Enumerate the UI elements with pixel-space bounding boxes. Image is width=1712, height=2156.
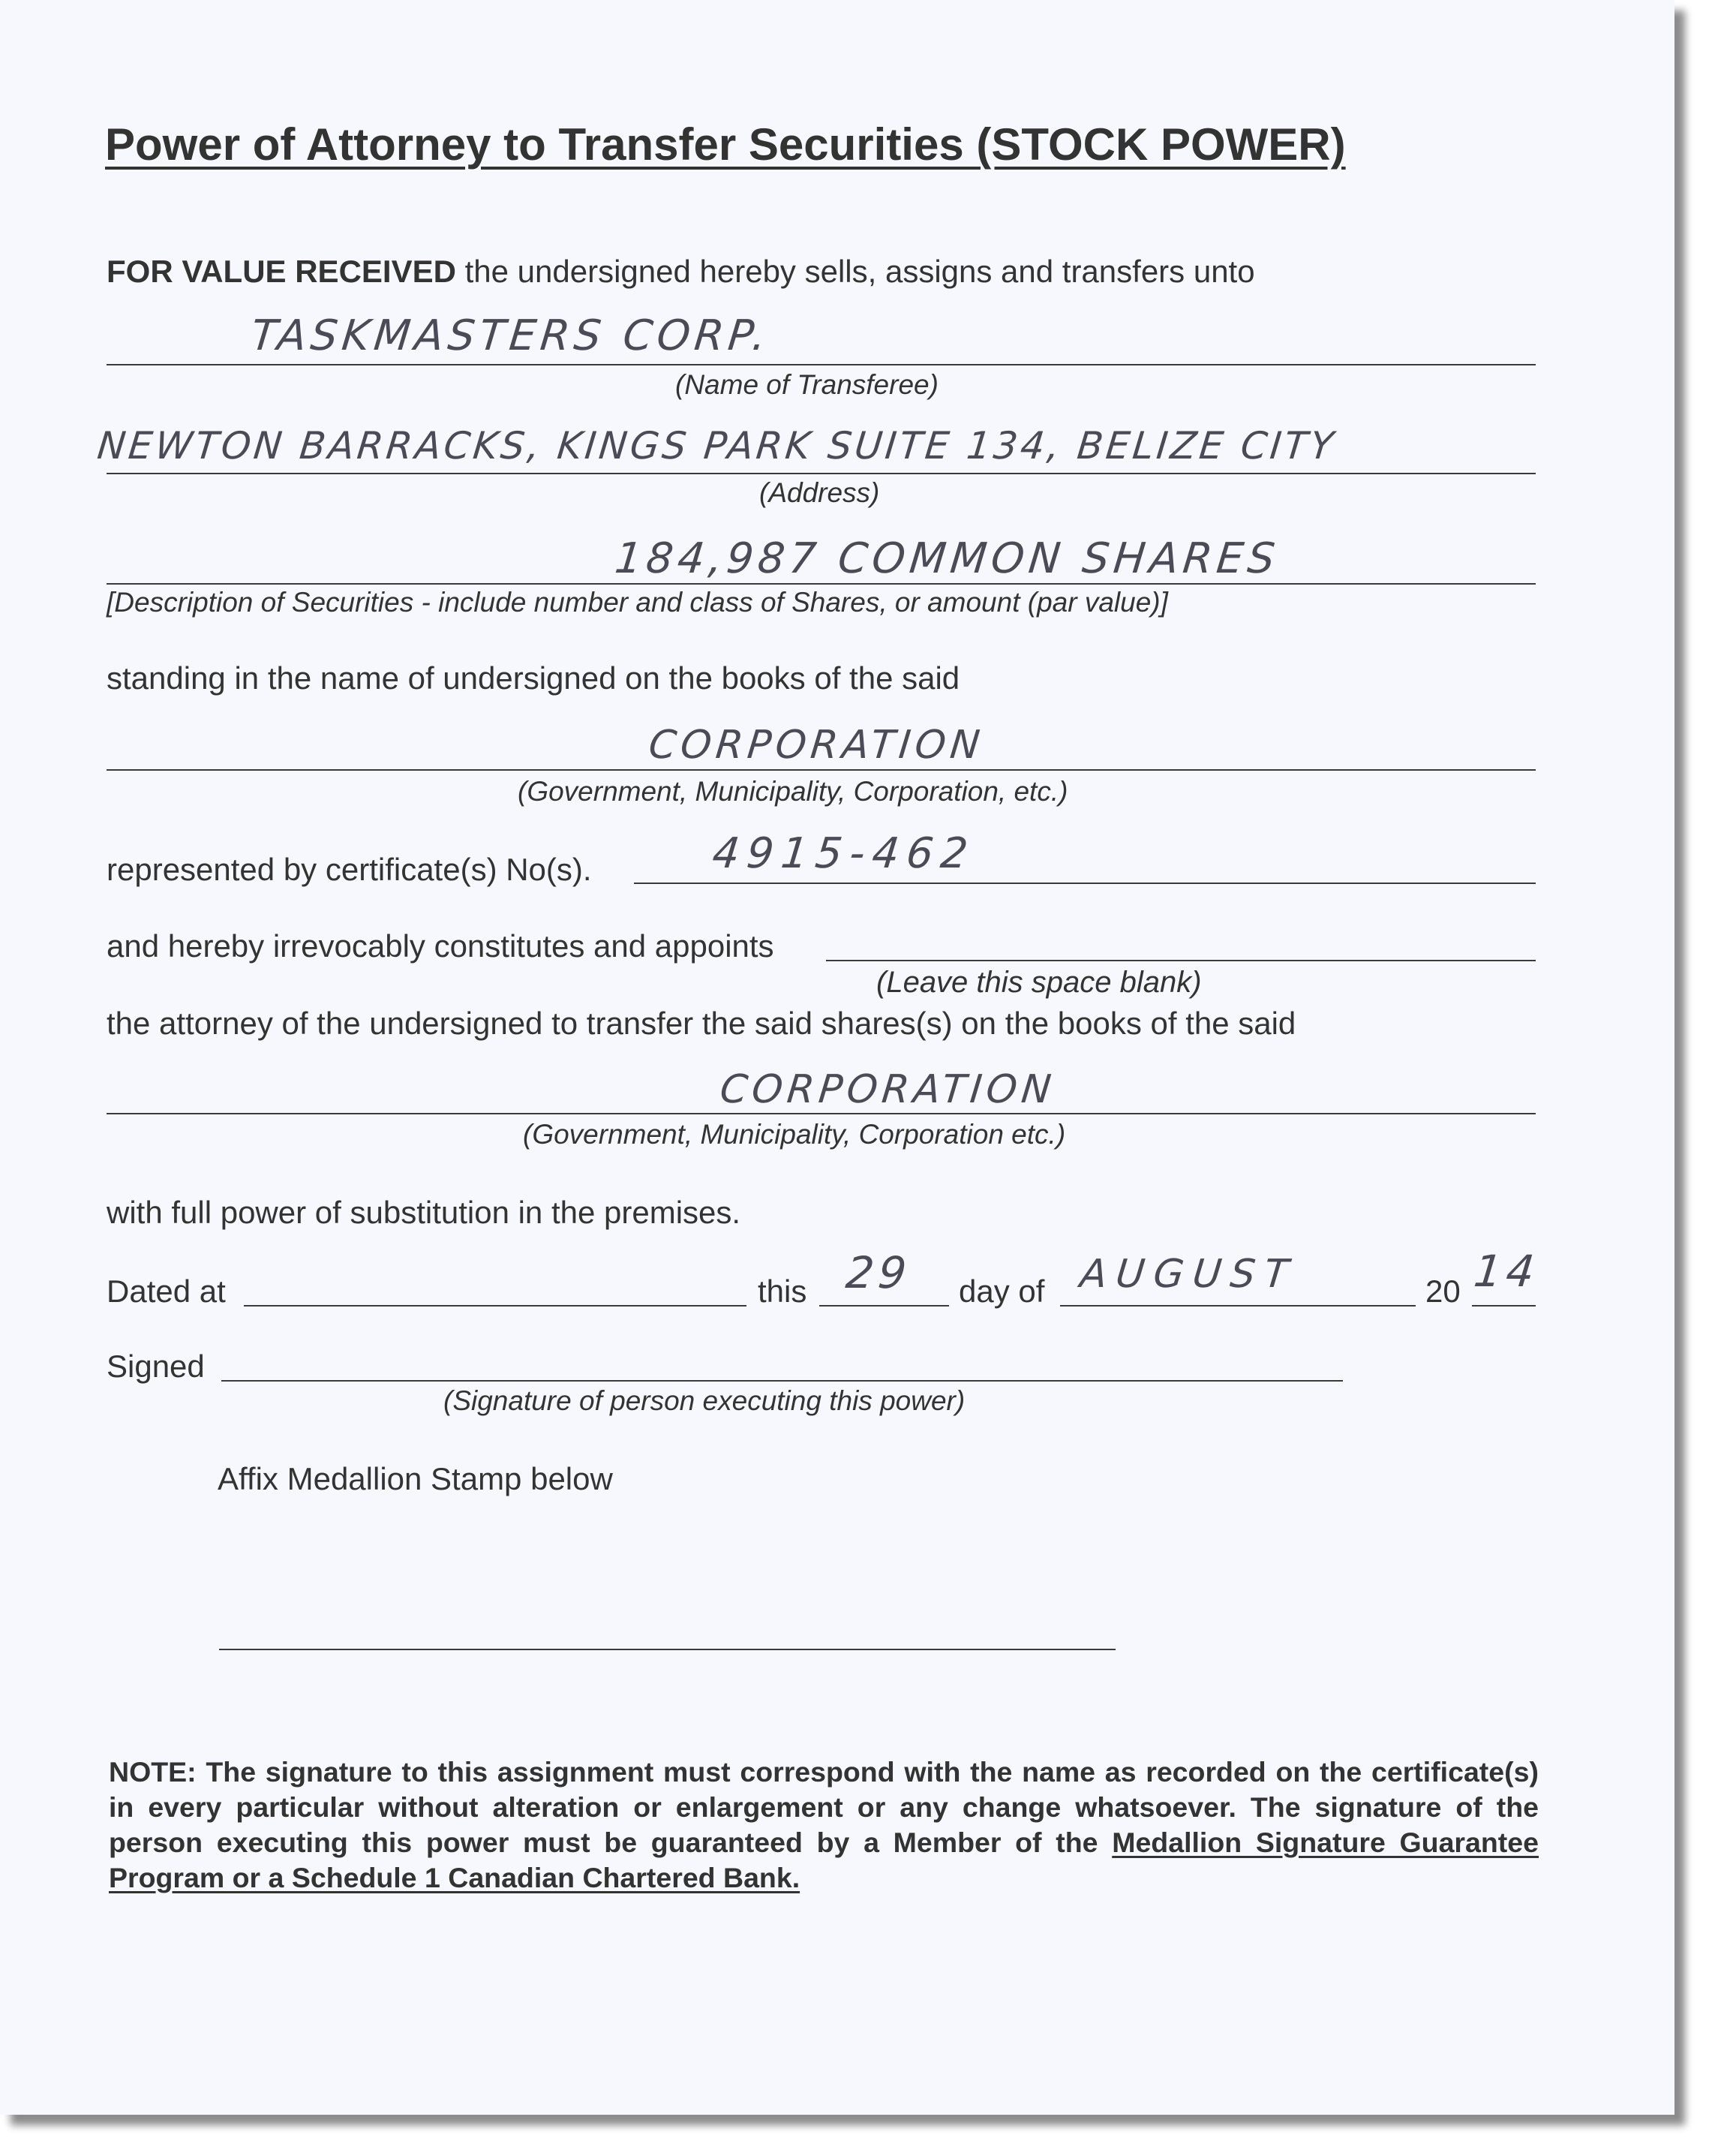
year-value: 14 xyxy=(1471,1246,1542,1297)
address-label: (Address) xyxy=(759,477,880,508)
year-prefix: 20 xyxy=(1425,1273,1461,1309)
intro-text xyxy=(107,254,1255,290)
signed-text: Signed xyxy=(107,1349,205,1384)
issuer2-value: CORPORATION xyxy=(717,1067,1058,1112)
transferee-line xyxy=(107,364,1536,365)
appoints-label: (Leave this space blank) xyxy=(876,966,1202,999)
this-text: this xyxy=(758,1273,807,1309)
medallion-line xyxy=(219,1649,1116,1650)
substitution-text: with full power of substitution in the premises. xyxy=(107,1195,741,1230)
intro-bold: FOR VALUE RECEIVED xyxy=(107,254,456,289)
intro-rest: the undersigned hereby sells, assigns and transfers unto xyxy=(455,254,1255,289)
attorney-text: the attorney of the undersigned to transfer the said shares(s) on the books of the said xyxy=(107,1006,1296,1041)
signed-label: (Signature of person executing this power) xyxy=(443,1385,966,1416)
transferee-value: TASKMASTERS CORP. xyxy=(248,311,773,360)
note-plain: NOTE: The signature to this assignment must correspond with the name as recorded on the certificate(s) in every particular without alteration or enlargement or any change whatsoever. The signature of the person executing this power must be guaranteed by a Member of the xyxy=(109,1756,1539,1858)
day-value: 29 xyxy=(843,1247,914,1298)
issuer1-line xyxy=(107,769,1536,771)
address-line xyxy=(107,473,1536,474)
transferee-label: (Name of Transferee) xyxy=(675,369,939,400)
issuer1-value: CORPORATION xyxy=(646,723,987,768)
year-line xyxy=(1472,1305,1536,1307)
standing-text: standing in the name of undersigned on the books of the said xyxy=(107,660,960,696)
securities-line xyxy=(107,583,1536,585)
appoints-line xyxy=(826,960,1536,961)
issuer1-label: (Government, Municipality, Corporation, etc.) xyxy=(518,776,1068,807)
document-title: Power of Attorney to Transfer Securities (STOCK POWER) xyxy=(105,119,1346,170)
day-line xyxy=(819,1305,949,1307)
month-line xyxy=(1060,1305,1416,1307)
certificate-text: represented by certificate(s) No(s). xyxy=(107,852,592,887)
dated-place-line xyxy=(244,1305,746,1307)
securities-label: [Description of Securities - include number and class of Shares, or amount (par value)] xyxy=(107,587,1168,618)
appoints-text: and hereby irrevocably constitutes and appoints xyxy=(107,928,774,964)
securities-value: 184,987 COMMON SHARES xyxy=(612,534,1282,583)
address-value: NEWTON BARRACKS, KINGS PARK SUITE 134, BELIZE CITY xyxy=(95,424,1339,468)
medallion-text: Affix Medallion Stamp below xyxy=(218,1461,613,1496)
certificate-value: 4915-462 xyxy=(710,829,978,878)
certificate-line xyxy=(634,883,1536,884)
month-value: AUGUST xyxy=(1077,1252,1299,1297)
note-underlined: Medallion Signature Guarantee Program or a Schedule 1 Canadian Chartered Bank. xyxy=(109,1827,1539,1893)
issuer2-label: (Government, Municipality, Corporation etc.) xyxy=(523,1119,1066,1150)
note-paragraph xyxy=(109,1755,1539,1896)
day-of-text: day of xyxy=(959,1273,1045,1309)
signature-line xyxy=(221,1380,1343,1382)
issuer2-line xyxy=(107,1113,1536,1114)
dated-at-text: Dated at xyxy=(107,1273,226,1309)
